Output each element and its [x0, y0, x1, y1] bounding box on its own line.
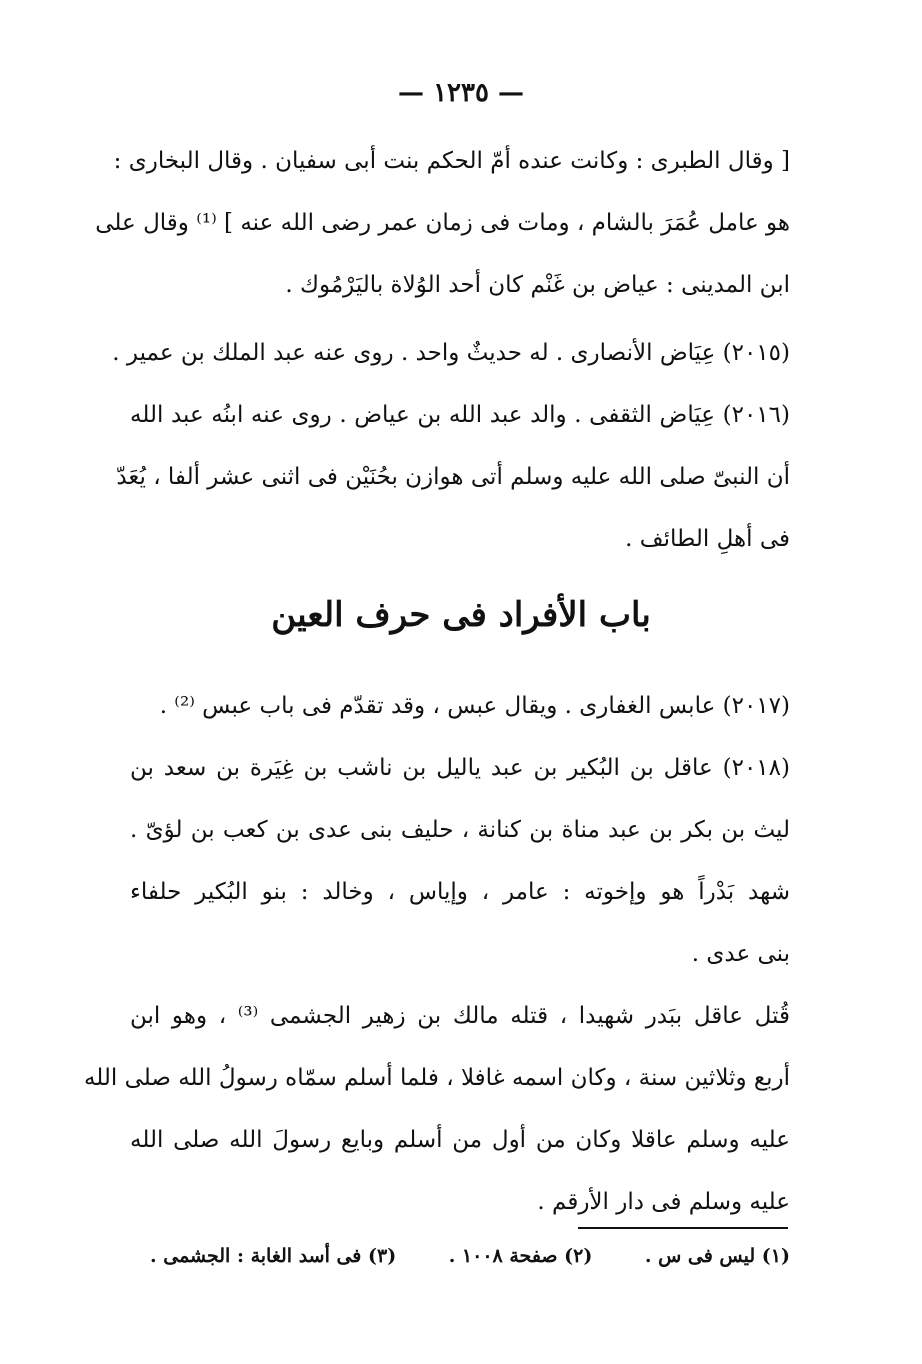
text-line: [ وقال الطبرى : وكانت عنده أمّ الحكم بنت أبى سفيان . وقال البخارى : — [113, 148, 790, 174]
footnote-divider — [578, 1227, 788, 1229]
page-number: — ١٢٣٥ — — [398, 78, 524, 108]
text-line: بنى عدى . — [691, 941, 790, 967]
entries-2017-2018 — [130, 675, 790, 985]
text-line: (٢٠١٥) عِيَاض الأنصارى . له حديثٌ واحد . روى عنه عبد الملك بن عمير . — [112, 340, 790, 366]
text-line: (٢٠١٨) عاقل بن البُكير بن عبد ياليل بن ناشب بن غِيَرة بن سعد بن — [130, 755, 790, 781]
text-line: ابن المدينى : عياض بن غَنْم كان أحد الوُلاة باليَرْمُوك . — [285, 272, 790, 298]
text-line: فى أهلِ الطائف . — [625, 526, 790, 552]
text-line: عليه وسلم عاقلا وكان من أول من أسلم وبايع رسولَ الله صلى الله — [130, 1127, 790, 1153]
text-line: شهد بَدْراً هو وإخوته : عامر ، وإياس ، وخالد : بنو البُكير حلفاء — [130, 879, 790, 905]
footnotes — [150, 1245, 790, 1267]
text-line: عليه وسلم فى دار الأرقم . — [537, 1189, 790, 1215]
text-line: (٢٠١٧) عابس الغفارى . ويقال عبس ، وقد تقدّم فى باب عبس ⁽²⁾ . — [159, 693, 790, 719]
text-line: أن النبىّ صلى الله عليه وسلم أتى هوازن بحُنَيْن فى اثنى عشر ألفا ، يُعَدّ — [116, 464, 790, 490]
footnote-3: (٣) فى أسد الغابة : الجشمى . — [150, 1245, 397, 1267]
section-title: باب الأفراد فى حرف العين — [271, 595, 651, 635]
paragraph-tabari-bukhari — [95, 130, 790, 316]
text-line: أربع وثلاثين سنة ، وكان اسمه غافلا ، فلما أسلم سمّاه رسولُ الله صلى الله — [83, 1065, 790, 1091]
text-line: هو عامل عُمَرَ بالشام ، ومات فى زمان عمر رضى الله عنه ] ⁽¹⁾ وقال على — [95, 210, 790, 236]
footnote-2: (٢) صفحة ١٠٠٨ . — [448, 1245, 593, 1267]
paragraph-aqil-death — [83, 985, 790, 1233]
text-line: (٢٠١٦) عِيَاض الثقفى . والد عبد الله بن عياض . روى عنه ابنُه عبد الله — [130, 402, 790, 428]
footnote-1: (١) ليس فى س . — [644, 1245, 790, 1267]
text-line: ليث بن بكر بن عبد مناة بن كنانة ، حليف بنى عدى بن كعب بن لؤىّ . — [130, 817, 790, 843]
entries-2015-2016 — [112, 322, 790, 570]
text-line: قُتل عاقل ببَدر شهيدا ، قتله مالك بن زهير الجشمى ⁽³⁾ ، وهو ابن — [130, 1003, 790, 1029]
